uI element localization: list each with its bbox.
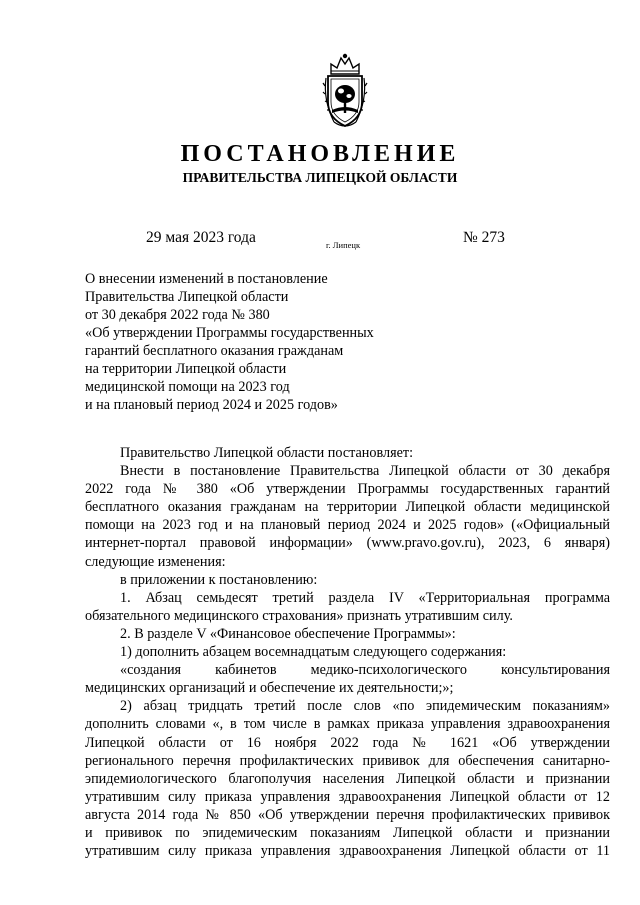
body-line: августа 2014 года № 850 «Об утверждении перечня профилактических прививок [85, 806, 610, 823]
body-line: 1) дополнить абзацем восемнадцатым следующего содержания: [120, 644, 507, 661]
body-line: Правительство Липецкой области постановляет: [120, 445, 414, 461]
body-line: «создания кабинетов медико-психологического консультирования [120, 662, 610, 679]
body-line: Липецкой области от 16 ноября 2022 года № 1621 «Об утверждении [85, 734, 610, 751]
body-line: регионального перечня профилактических прививок для обеспечения санитарно- [85, 752, 610, 769]
body-line: Внести в постановление Правительства Липецкой области от 30 декабря [120, 463, 610, 480]
subject-line: от 30 декабря 2022 года № 380 [85, 307, 270, 323]
body-line: 2. В разделе V «Финансовое обеспечение Программы»: [120, 625, 456, 642]
body-line: следующие изменения: [85, 553, 226, 570]
subject-line: «Об утверждении Программы государственных [85, 325, 374, 341]
body-line: медицинских организаций и обеспечение их деятельности;»; [85, 680, 454, 697]
document-body [85, 444, 610, 860]
subject-line: Правительства Липецкой области [85, 289, 289, 305]
body-line: 2022 года № 380 «Об утверждении Программы государственных гарантий [85, 481, 610, 498]
body-line: утратившим силу приказа управления здравоохранения Липецкой области от 11 [85, 843, 610, 860]
body-line: в приложении к постановлению: [120, 571, 318, 588]
document-date: 29 мая 2023 года [146, 229, 256, 246]
subject-line: на территории Липецкой области [85, 361, 287, 377]
body-line: утратившим силу приказа управления здравоохранения Липецкой области от 12 [85, 788, 610, 805]
body-line: эпидемиологического благополучия населения Липецкой области и признании [85, 770, 610, 787]
body-line: интернет-портал правовой информации» (www.pravo.gov.ru), 2023, 6 января) [85, 535, 610, 552]
document-title: ПОСТАНОВЛЕНИЕ [180, 141, 460, 167]
subject-line: гарантий бесплатного оказания гражданам [85, 343, 344, 359]
subject-line: О внесении изменений в постановление [85, 271, 328, 287]
body-line: 2) абзац тридцать третий после слов «по эпидемическим показаниям» [120, 698, 610, 715]
document-number: № 273 [463, 229, 505, 246]
subject-line: медицинской помощи на 2023 год [85, 379, 290, 395]
subject-line: и на плановый период 2024 и 2025 годов» [85, 397, 338, 413]
document-city: г. Липецк [326, 240, 361, 250]
body-line: обязательного медицинского страхования» признать утратившим силу. [85, 607, 513, 624]
body-line: бесплатного оказания гражданам на территории Липецкой области медицинской [85, 499, 610, 516]
body-line: помощи на 2023 год и на плановый период 2024 и 2025 годов» («Официальный [85, 517, 610, 534]
body-line: дополнить словами «, в том числе в рамках приказа управления здравоохранения [85, 716, 610, 733]
document-subtitle: ПРАВИТЕЛЬСТВА ЛИПЕЦКОЙ ОБЛАСТИ [182, 170, 458, 185]
coat-of-arms-icon [322, 52, 368, 132]
body-line: и прививок по эпидемическим показаниям Липецкой области и признании [85, 824, 610, 841]
body-line: 1. Абзац семьдесят третий раздела IV «Территориальная программа [120, 589, 610, 606]
document-subject [85, 270, 374, 414]
